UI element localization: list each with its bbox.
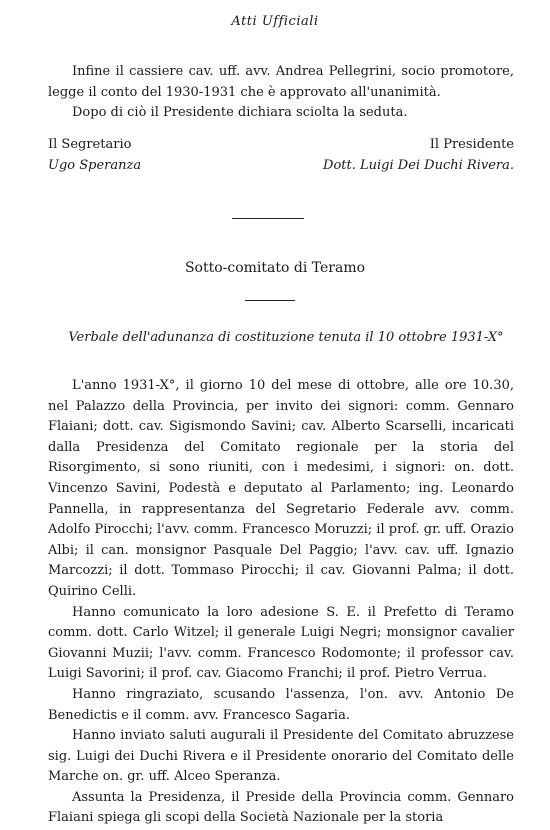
body-paragraph-1: L'anno 1931-X°, il giorno 10 del mese di ottobre, alle ore 10.30, nel Palazzo della Provincia, per invito dei signori: comm. Gennaro Flaiani; dott. cav. Sigismondo Savini; cav. Alberto Scarselli, incaricati dalla Presidenza del Comitato regionale per la storia del Risorgimento, si sono riuniti, con i medesimi, i signori: on. dott. Vincenzo Savini, Podestà e deputato al Parlamento; ing. Leonardo Pannella, in rappresentanza del Segretario Federale avv. comm. Adolfo Pirocchi; l'avv. comm. Francesco Moruzzi; il prof. gr. uff. Orazio Albi; il can. monsignor Pasquale Del Paggio; l'avv. cav. uff. Ignazio Marcozzi; il dott. Tommaso Pirocchi; il cav. Giovanni Palma; il dott. Quirino Celli. xyxy=(48,378,514,599)
body-paragraph-3: Hanno ringraziato, scusando l'assenza, l'on. avv. Antonio De Benedictis e il comm. avv. Francesco Sagaria. xyxy=(48,686,514,723)
title-rule xyxy=(245,300,295,301)
secretary-role: Il Segretario xyxy=(48,137,132,152)
body-paragraph-4: Hanno inviato saluti augurali il Presidente del Comitato abruzzese sig. Luigi dei Duchi Rivera e il Presidente onorario del Comitato delle Marche on. gr. uff. Alceo Speranza. xyxy=(48,728,514,785)
minutes-body xyxy=(48,376,514,829)
president-name: Dott. Luigi Dei Duchi Rivera. xyxy=(323,158,514,173)
section-subtitle: Verbale dell'adunanza di costituzione tenuta il 10 ottobre 1931-X° xyxy=(68,330,504,345)
president-role: Il Presidente xyxy=(429,137,514,152)
intro-paragraph-1: Infine il cassiere cav. uff. avv. Andrea Pellegrini, socio promotore, legge il conto del 1930-1931 che è approvato all'unanimità. xyxy=(48,64,514,100)
secretary-name: Ugo Speranza xyxy=(48,158,142,173)
body-paragraph-2: Hanno comunicato la loro adesione S. E. il Prefetto di Teramo comm. dott. Carlo Witzel; il generale Luigi Negri; monsignor cavalier Giovanni Muzii; l'avv. comm. Francesco Rodomonte; il professor cav. Luigi Savorini; il prof. cav. Giacomo Franchi; il prof. Pietro Verrua. xyxy=(48,604,514,682)
running-header: Atti Ufficiali xyxy=(231,14,319,29)
section-divider xyxy=(232,218,304,219)
secretary-signature xyxy=(48,134,141,176)
president-signature xyxy=(323,134,514,176)
section-title: Sotto-comitato di Teramo xyxy=(184,260,366,276)
intro-paragraph-2: Dopo di ciò il Presidente dichiara sciolta la seduta. xyxy=(72,105,408,120)
body-paragraph-5: Assunta la Presidenza, il Preside della Provincia comm. Gennaro Flaiani spiega gli scopi della Società Nazionale per la storia xyxy=(48,789,514,826)
